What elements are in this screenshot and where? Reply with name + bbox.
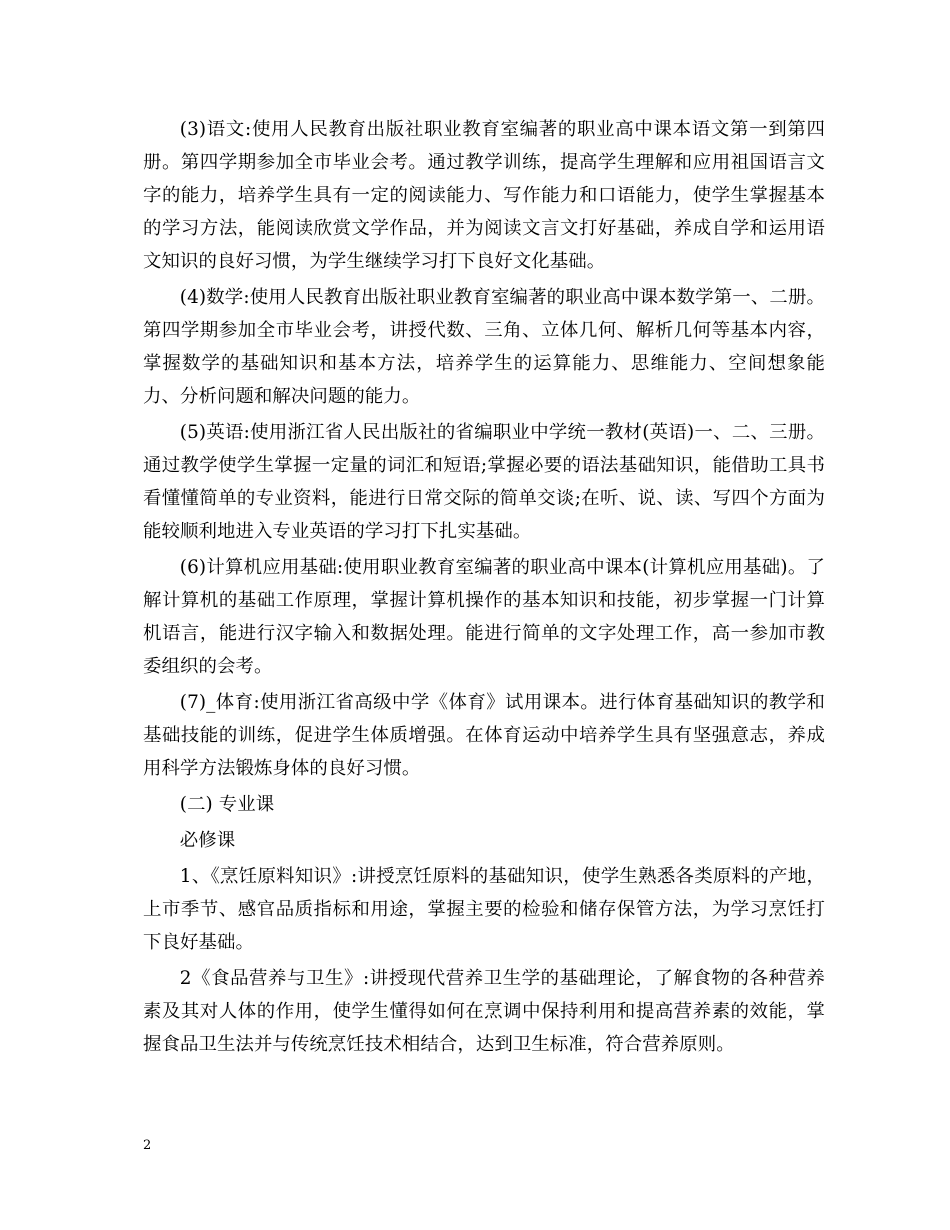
- paragraph-cooking-materials-course: 1、《烹饪原料知识》:讲授烹饪原料的基础知识，使学生熟悉各类原料的产地，上市季节、感官品质指标和用途，掌握主要的检验和储存保管方法，为学习烹饪打下良好基础。: [143, 866, 825, 953]
- paragraph-chinese-course: (3)语文:使用人民教育出版社职业教育室编著的职业高中课本语文第一到第四册。第四学期参加全市毕业会考。通过教学训练，提高学生理解和应用祖国语言文字的能力，培养学生具有一定的阅读能力、写作能力和口语能力，使学生掌握基本的学习方法，能阅读欣赏文学作品，并为阅读文言文打好基础，养成自学和运用语文知识的良好习惯，为学生继续学习打下良好文化基础。: [143, 119, 825, 272]
- document-body: [143, 113, 825, 1064]
- page-number: 2: [143, 1138, 152, 1153]
- paragraph-english-course: (5)英语:使用浙江省人民出版社的省编职业中学统一教材(英语)一、二、三册。通过教学使学生掌握一定量的词汇和短语;掌握必要的语法基础知识，能借助工具书看懂懂简单的专业资料，能进行日常交际的简单交谈;在听、说、读、写四个方面为能较顺利地进入专业英语的学习打下扎实基础。: [143, 422, 825, 542]
- subheading-required-courses: 必修课: [179, 830, 236, 851]
- section-heading-professional-courses: (二) 专业课: [179, 794, 275, 815]
- paragraph-food-nutrition-course: 2《食品营养与卫生》:讲授现代营养卫生学的基础理论，了解食物的各种营养素及其对人体的作用，使学生懂得如何在烹调中保持利用和提高营养素的效能，掌握食品卫生法并与传统烹饪技术相结合，达到卫生标准，符合营养原则。: [143, 968, 825, 1055]
- paragraph-pe-course: (7)_体育:使用浙江省高级中学《体育》试用课本。进行体育基础知识的教学和基础技能的训练，促进学生体质增强。在体育运动中培养学生具有坚强意志，养成用科学方法锻炼身体的良好习惯。: [143, 692, 825, 779]
- paragraph-computer-course: (6)计算机应用基础:使用职业教育室编著的职业高中课本(计算机应用基础)。了解计算机的基础工作原理，掌握计算机操作的基本知识和技能，初步掌握一门计算机语言，能进行汉字输入和数据处理。能进行简单的文字处理工作，高一参加市教委组织的会考。: [143, 557, 825, 677]
- paragraph-math-course: (4)数学:使用人民教育出版社职业教育室编著的职业高中课本数学第一、二册。第四学期参加全市毕业会考，讲授代数、三角、立体几何、解析几何等基本内容，掌握数学的基础知识和基本方法，培养学生的运算能力、思维能力、空间想象能力、分析问题和解决问题的能力。: [143, 287, 825, 407]
